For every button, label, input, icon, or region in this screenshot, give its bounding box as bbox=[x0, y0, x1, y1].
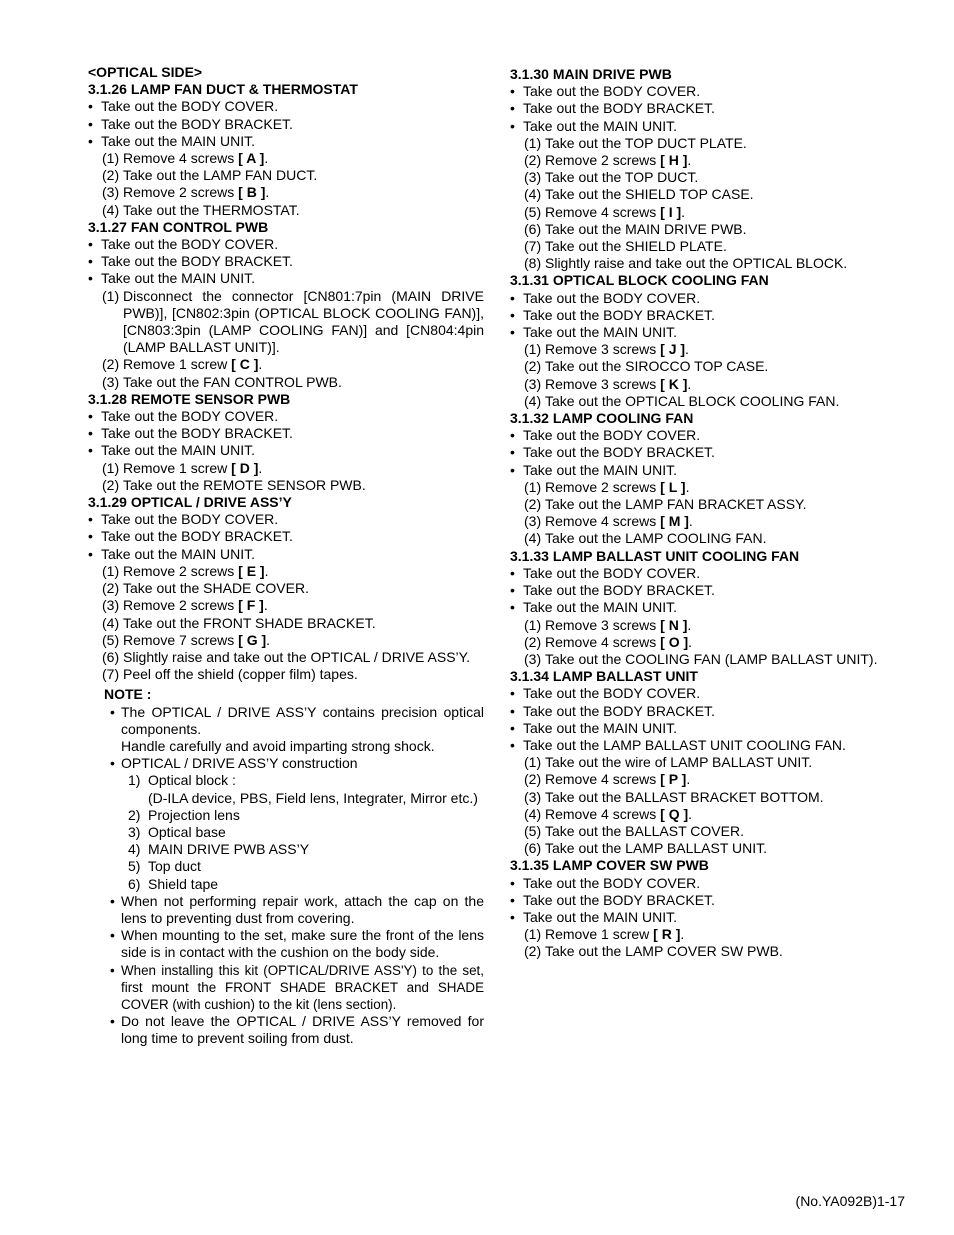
step-text: Take out the REMOTE SENSOR PWB. bbox=[123, 476, 366, 493]
construction-item bbox=[88, 876, 484, 893]
step-item bbox=[88, 477, 484, 494]
screw-label: [ B ] bbox=[238, 184, 266, 201]
section-heading: 3.1.26 LAMP FAN DUCT & THERMOSTAT bbox=[88, 81, 358, 98]
step-text: Take out the LAMP FAN BRACKET ASSY. bbox=[545, 496, 807, 513]
note-item: • The OPTICAL / DRIVE ASS’Y contains precision optical components. bbox=[88, 704, 484, 738]
bullet-item: • Take out the LAMP BALLAST UNIT COOLING FAN. bbox=[510, 737, 905, 754]
step-text: Take out the LAMP FAN DUCT. bbox=[123, 167, 318, 184]
step-text: Take out the COOLING FAN (LAMP BALLAST UNIT). bbox=[545, 650, 878, 667]
step-text-line: (LAMP BALLAST UNIT)]. bbox=[123, 339, 280, 356]
step-item bbox=[510, 496, 905, 513]
step-tail: . bbox=[681, 203, 686, 220]
step-item bbox=[510, 806, 905, 823]
screw-label: [ F ] bbox=[238, 597, 264, 614]
section-heading: 3.1.35 LAMP COVER SW PWB bbox=[510, 857, 709, 874]
step-item bbox=[510, 754, 905, 771]
step-item bbox=[510, 376, 905, 393]
step-item bbox=[88, 202, 484, 219]
screw-label: [ L ] bbox=[660, 478, 686, 495]
bullet-item: • Take out the BODY COVER. bbox=[88, 98, 484, 115]
step-number: (4) bbox=[524, 186, 542, 203]
step-tail: . bbox=[265, 184, 270, 201]
step-tail: . bbox=[258, 459, 263, 476]
step-text: Remove 4 screws bbox=[123, 150, 239, 167]
left-column bbox=[88, 64, 484, 1048]
section-heading: 3.1.28 REMOTE SENSOR PWB bbox=[88, 390, 291, 407]
step-item bbox=[88, 649, 484, 666]
bullet-item: • Take out the MAIN UNIT. bbox=[88, 546, 484, 563]
step-text: Remove 1 screw bbox=[123, 356, 232, 373]
step-item bbox=[88, 150, 484, 167]
section-heading: 3.1.29 OPTICAL / DRIVE ASS’Y bbox=[88, 494, 292, 511]
screw-label: [ C ] bbox=[231, 356, 259, 373]
step-tail: . bbox=[685, 341, 689, 358]
step-text: Remove 2 screws bbox=[545, 152, 661, 169]
construction-number: 1) bbox=[128, 772, 141, 789]
step-number: (6) bbox=[102, 648, 120, 665]
step-number: (1) bbox=[524, 478, 542, 495]
construction-item bbox=[88, 841, 484, 858]
step-text: Take out the SHIELD PLATE. bbox=[545, 238, 727, 255]
note-title: NOTE : bbox=[104, 686, 152, 703]
step-text: Remove 1 screw bbox=[545, 926, 654, 943]
page-number: (No.YA092B)1-17 bbox=[795, 1193, 905, 1209]
step-text: Remove 4 screws bbox=[545, 805, 661, 822]
step-item bbox=[88, 666, 484, 683]
bullet-item: • Take out the BODY BRACKET. bbox=[88, 116, 484, 133]
procedure-section bbox=[88, 81, 484, 219]
bullet-item: • Take out the BODY COVER. bbox=[88, 408, 484, 425]
step-tail: . bbox=[687, 152, 692, 169]
step-number: (5) bbox=[102, 631, 120, 648]
step-number: (2) bbox=[102, 356, 120, 373]
screw-label: [ P ] bbox=[660, 771, 687, 788]
right-sections bbox=[510, 66, 905, 961]
construction-detail: (D-ILA device, PBS, Field lens, Integrater, Mirror etc.) bbox=[148, 789, 478, 806]
step-number: (4) bbox=[524, 392, 542, 409]
step-number: (3) bbox=[524, 788, 542, 805]
step-text-line: [CN803:3pin (LAMP COOLING FAN)] and [CN804:4pin bbox=[123, 322, 484, 339]
step-text: Take out the TOP DUCT PLATE. bbox=[545, 134, 747, 151]
step-item bbox=[510, 651, 905, 668]
section-heading: 3.1.33 LAMP BALLAST UNIT COOLING FAN bbox=[510, 547, 800, 564]
construction-number: 6) bbox=[128, 875, 141, 892]
left-sections bbox=[88, 81, 484, 683]
step-text: Slightly raise and take out the OPTICAL BLOCK. bbox=[545, 255, 848, 272]
step-tail: . bbox=[263, 597, 268, 614]
step-number: (4) bbox=[524, 530, 542, 547]
procedure-section bbox=[88, 494, 484, 683]
step-number: (2) bbox=[524, 496, 542, 513]
step-text: Remove 7 screws bbox=[123, 631, 239, 648]
step-item bbox=[88, 632, 484, 649]
step-number: (5) bbox=[524, 822, 542, 839]
construction-text: Shield tape bbox=[148, 875, 219, 892]
step-tail: . bbox=[688, 513, 693, 530]
step-number: (1) bbox=[102, 287, 120, 304]
step-text: Take out the SHADE COVER. bbox=[123, 580, 309, 597]
step-item bbox=[510, 530, 905, 547]
construction-number: 3) bbox=[128, 823, 141, 840]
step-item bbox=[88, 460, 484, 477]
step-text: Take out the FAN CONTROL PWB. bbox=[123, 373, 342, 390]
step-item bbox=[88, 356, 484, 373]
step-text: Remove 2 screws bbox=[545, 478, 661, 495]
construction-item bbox=[88, 824, 484, 841]
step-number: (1) bbox=[102, 562, 120, 579]
step-text: Take out the BALLAST BRACKET BOTTOM. bbox=[545, 788, 824, 805]
step-text: Take out the FRONT SHADE BRACKET. bbox=[123, 614, 376, 631]
screw-label: [ M ] bbox=[660, 513, 689, 530]
step-tail: . bbox=[688, 633, 693, 650]
step-text: Remove 4 screws bbox=[545, 203, 661, 220]
construction-number: 5) bbox=[128, 858, 141, 875]
screw-label: [ O ] bbox=[660, 633, 689, 650]
step-item bbox=[510, 186, 905, 203]
step-number: (2) bbox=[102, 580, 120, 597]
step-number: (8) bbox=[524, 255, 542, 272]
step-tail: . bbox=[686, 771, 691, 788]
screw-label: [ A ] bbox=[238, 150, 265, 167]
note-item-continuation: Handle carefully and avoid imparting strong shock. bbox=[121, 737, 435, 754]
step-item bbox=[88, 580, 484, 597]
bullet-item: • Take out the BODY COVER. bbox=[510, 427, 905, 444]
bullet-item: • Take out the BODY BRACKET. bbox=[88, 253, 484, 270]
step-number: (6) bbox=[524, 840, 542, 857]
step-item bbox=[510, 221, 905, 238]
step-item bbox=[510, 135, 905, 152]
step-text: Remove 3 screws bbox=[545, 616, 661, 633]
note-item: • When installing this kit (OPTICAL/DRIVE ASS'Y) to the set, first mount the FRONT SHADE BRACKET and SHADE COVER (with cushion) to the kit (lens section). bbox=[88, 962, 484, 1014]
step-tail: . bbox=[680, 926, 685, 943]
step-item bbox=[510, 771, 905, 788]
construction-item bbox=[88, 807, 484, 824]
step-number: (3) bbox=[524, 169, 542, 186]
step-tail: . bbox=[264, 150, 269, 167]
bullet-item: • Take out the MAIN UNIT. bbox=[88, 270, 484, 287]
step-tail: . bbox=[266, 631, 271, 648]
step-number: (3) bbox=[524, 513, 542, 530]
step-number: (4) bbox=[102, 614, 120, 631]
procedure-section bbox=[88, 219, 484, 391]
step-number: (2) bbox=[524, 358, 542, 375]
bullet-item: • Take out the BODY BRACKET. bbox=[510, 100, 905, 117]
step-text: Take out the THERMOSTAT. bbox=[123, 201, 300, 218]
step-number: (1) bbox=[524, 134, 542, 151]
step-item bbox=[510, 926, 905, 943]
step-number: (5) bbox=[524, 203, 542, 220]
screw-label: [ R ] bbox=[653, 926, 681, 943]
step-tail: . bbox=[258, 356, 263, 373]
step-text: Remove 4 screws bbox=[545, 513, 661, 530]
step-number: (2) bbox=[102, 167, 120, 184]
procedure-section bbox=[88, 391, 484, 494]
screw-label: [ E ] bbox=[238, 562, 265, 579]
step-item bbox=[510, 393, 905, 410]
screw-label: [ H ] bbox=[660, 152, 688, 169]
step-number: (1) bbox=[102, 459, 120, 476]
step-item bbox=[88, 615, 484, 632]
step-item bbox=[510, 169, 905, 186]
step-number: (1) bbox=[524, 754, 542, 771]
step-item bbox=[88, 374, 484, 391]
step-item bbox=[510, 823, 905, 840]
step-text: Slightly raise and take out the OPTICAL / DRIVE ASS’Y. bbox=[123, 648, 471, 665]
step-item bbox=[510, 789, 905, 806]
construction-text: Top duct bbox=[148, 858, 201, 875]
step-item bbox=[510, 840, 905, 857]
bullet-item: • Take out the BODY BRACKET. bbox=[88, 528, 484, 545]
bullet-item: • Take out the MAIN UNIT. bbox=[510, 909, 905, 926]
bullet-item: • Take out the BODY BRACKET. bbox=[510, 444, 905, 461]
step-text: Remove 1 screw bbox=[123, 459, 232, 476]
step-item bbox=[510, 341, 905, 358]
step-text-line: PWB)], [CN802:3pin (OPTICAL BLOCK COOLING FAN)], bbox=[123, 304, 484, 321]
bullet-item: • Take out the BODY COVER. bbox=[88, 511, 484, 528]
construction-list bbox=[88, 772, 484, 892]
note-item: • OPTICAL / DRIVE ASS’Y construction bbox=[88, 755, 484, 772]
screw-label: [ I ] bbox=[660, 203, 682, 220]
step-text: Take out the MAIN DRIVE PWB. bbox=[545, 220, 747, 237]
step-item bbox=[510, 255, 905, 272]
bullet-item: • Take out the MAIN UNIT. bbox=[510, 462, 905, 479]
step-number: (2) bbox=[524, 771, 542, 788]
construction-number: 2) bbox=[128, 806, 141, 823]
step-item bbox=[510, 617, 905, 634]
step-number: (6) bbox=[524, 220, 542, 237]
bullet-item: • Take out the BODY BRACKET. bbox=[88, 425, 484, 442]
step-text: Take out the BALLAST COVER. bbox=[545, 822, 744, 839]
side-title: <OPTICAL SIDE> bbox=[88, 64, 203, 80]
step-number: (3) bbox=[102, 184, 120, 201]
bullet-item: • Take out the BODY BRACKET. bbox=[510, 892, 905, 909]
screw-label: [ N ] bbox=[660, 616, 688, 633]
right-column bbox=[510, 66, 905, 961]
step-item bbox=[510, 943, 905, 960]
step-text: Remove 4 screws bbox=[545, 771, 661, 788]
step-number: (2) bbox=[102, 476, 120, 493]
step-text: Take out the SIROCCO TOP CASE. bbox=[545, 358, 769, 375]
bullet-item: • Take out the BODY COVER. bbox=[88, 236, 484, 253]
step-number: (2) bbox=[524, 152, 542, 169]
step-text: Remove 3 screws bbox=[545, 341, 661, 358]
step-tail: . bbox=[687, 616, 692, 633]
step-tail: . bbox=[264, 562, 269, 579]
step-item bbox=[510, 204, 905, 221]
step-number: (2) bbox=[524, 943, 542, 960]
procedure-section bbox=[510, 66, 905, 272]
step-item bbox=[510, 479, 905, 496]
procedure-section bbox=[510, 548, 905, 668]
section-heading: 3.1.27 FAN CONTROL PWB bbox=[88, 218, 269, 235]
construction-item bbox=[88, 858, 484, 875]
step-number: (1) bbox=[102, 150, 120, 167]
note-item: • When mounting to the set, make sure the front of the lens side is in contact with the cushion on the body side. bbox=[88, 927, 484, 961]
step-text: Take out the TOP DUCT. bbox=[545, 169, 699, 186]
section-heading: 3.1.34 LAMP BALLAST UNIT bbox=[510, 668, 698, 685]
step-item bbox=[510, 152, 905, 169]
note-item: • When not performing repair work, attach the cap on the lens to preventing dust from covering. bbox=[88, 893, 484, 927]
step-item bbox=[88, 563, 484, 580]
step-text-line: Disconnect the connector [CN801:7pin (MAIN DRIVE bbox=[123, 287, 484, 304]
construction-number: 4) bbox=[128, 841, 141, 858]
screw-label: [ Q ] bbox=[660, 805, 689, 822]
step-text: Take out the OPTICAL BLOCK COOLING FAN. bbox=[545, 392, 840, 409]
step-item bbox=[88, 184, 484, 201]
bullet-item: • Take out the BODY COVER. bbox=[510, 290, 905, 307]
bullet-item: • Take out the MAIN UNIT. bbox=[88, 133, 484, 150]
screw-label: [ J ] bbox=[660, 341, 686, 358]
step-item bbox=[88, 288, 484, 357]
step-text: Take out the LAMP COOLING FAN. bbox=[545, 530, 767, 547]
step-number: (1) bbox=[524, 341, 542, 358]
bullet-item: • Take out the MAIN UNIT. bbox=[510, 720, 905, 737]
step-text: Remove 2 screws bbox=[123, 184, 239, 201]
step-text: Remove 3 screws bbox=[545, 375, 661, 392]
step-number: (2) bbox=[524, 633, 542, 650]
construction-text: Optical base bbox=[148, 823, 226, 840]
bullet-item: • Take out the MAIN UNIT. bbox=[510, 118, 905, 135]
step-item bbox=[510, 634, 905, 651]
step-item bbox=[88, 167, 484, 184]
note-item: • Do not leave the OPTICAL / DRIVE ASS’Y removed for long time to prevent soiling from dust. bbox=[88, 1013, 484, 1047]
step-number: (4) bbox=[102, 201, 120, 218]
construction-text: Optical block : bbox=[148, 772, 236, 789]
bullet-item: • Take out the MAIN UNIT. bbox=[88, 442, 484, 459]
screw-label: [ K ] bbox=[660, 375, 688, 392]
step-number: (1) bbox=[524, 926, 542, 943]
bullet-item: • Take out the BODY COVER. bbox=[510, 83, 905, 100]
procedure-section bbox=[510, 410, 905, 548]
step-item bbox=[510, 358, 905, 375]
step-item bbox=[510, 513, 905, 530]
procedure-section bbox=[510, 272, 905, 410]
step-number: (7) bbox=[102, 666, 120, 683]
step-text: Take out the LAMP BALLAST UNIT. bbox=[545, 840, 768, 857]
procedure-section bbox=[510, 668, 905, 857]
step-number: (3) bbox=[102, 597, 120, 614]
step-text: Remove 4 screws bbox=[545, 633, 661, 650]
construction-item bbox=[88, 772, 484, 789]
step-text: Remove 2 screws bbox=[123, 597, 239, 614]
bullet-item: • Take out the MAIN UNIT. bbox=[510, 324, 905, 341]
construction-text: MAIN DRIVE PWB ASS’Y bbox=[148, 841, 310, 858]
step-tail: . bbox=[687, 375, 692, 392]
bullet-item: • Take out the BODY COVER. bbox=[510, 875, 905, 892]
step-text: Peel off the shield (copper film) tapes. bbox=[123, 666, 358, 683]
step-item bbox=[510, 238, 905, 255]
bullet-item: • Take out the BODY BRACKET. bbox=[510, 703, 905, 720]
step-text: Take out the LAMP COVER SW PWB. bbox=[545, 943, 783, 960]
bullet-item: • Take out the MAIN UNIT. bbox=[510, 599, 905, 616]
step-text: Take out the SHIELD TOP CASE. bbox=[545, 186, 754, 203]
section-heading: 3.1.32 LAMP COOLING FAN bbox=[510, 410, 694, 427]
step-tail: . bbox=[685, 478, 690, 495]
step-number: (3) bbox=[102, 373, 120, 390]
step-text: Remove 2 screws bbox=[123, 562, 239, 579]
step-text: Take out the wire of LAMP BALLAST UNIT. bbox=[545, 754, 813, 771]
step-number: (7) bbox=[524, 238, 542, 255]
step-number: (3) bbox=[524, 375, 542, 392]
construction-text: Projection lens bbox=[148, 806, 240, 823]
note-block bbox=[88, 686, 484, 1047]
bullet-item: • Take out the BODY BRACKET. bbox=[510, 582, 905, 599]
step-number: (1) bbox=[524, 616, 542, 633]
bullet-item: • Take out the BODY COVER. bbox=[510, 565, 905, 582]
step-tail: . bbox=[688, 805, 693, 822]
bullet-item: • Take out the BODY BRACKET. bbox=[510, 307, 905, 324]
section-heading: 3.1.30 MAIN DRIVE PWB bbox=[510, 66, 672, 82]
step-item bbox=[88, 597, 484, 614]
step-number: (4) bbox=[524, 805, 542, 822]
section-heading: 3.1.31 OPTICAL BLOCK COOLING FAN bbox=[510, 272, 769, 289]
procedure-section bbox=[510, 857, 905, 960]
screw-label: [ D ] bbox=[231, 459, 259, 476]
bullet-item: • Take out the BODY COVER. bbox=[510, 685, 905, 702]
screw-label: [ G ] bbox=[238, 631, 267, 648]
step-number: (3) bbox=[524, 650, 542, 667]
